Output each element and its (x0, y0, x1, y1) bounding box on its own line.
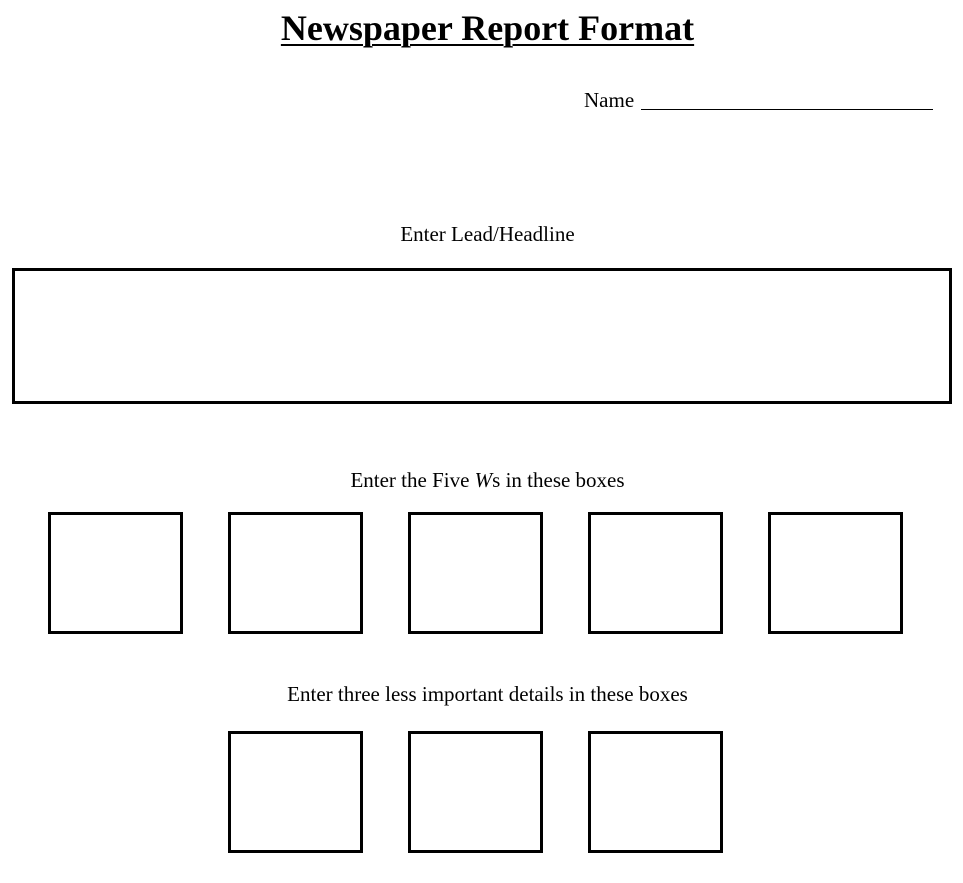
five-ws-label-after: s in these boxes (492, 468, 625, 492)
page-title (0, 6, 963, 50)
lead-headline-label: Enter Lead/Headline (400, 222, 575, 246)
detail-box-2[interactable] (408, 731, 543, 853)
five-ws-box-5[interactable] (768, 512, 903, 634)
details-label: Enter three less important details in these boxes (287, 682, 688, 706)
detail-box-1[interactable] (228, 731, 363, 853)
name-field-row (584, 86, 933, 114)
detail-box-3[interactable] (588, 731, 723, 853)
five-ws-label (0, 466, 963, 494)
name-label: Name (584, 88, 635, 112)
lead-headline-box[interactable] (12, 268, 952, 404)
five-ws-box-2[interactable] (228, 512, 363, 634)
five-ws-box-4[interactable] (588, 512, 723, 634)
name-field-line[interactable] (641, 109, 933, 110)
five-ws-box-3[interactable] (408, 512, 543, 634)
page-title-text: Newspaper Report Format (280, 8, 695, 48)
five-ws-box-1[interactable] (48, 512, 183, 634)
five-ws-label-before: Enter the Five (350, 468, 475, 492)
five-ws-label-emphasis: W (474, 468, 493, 492)
